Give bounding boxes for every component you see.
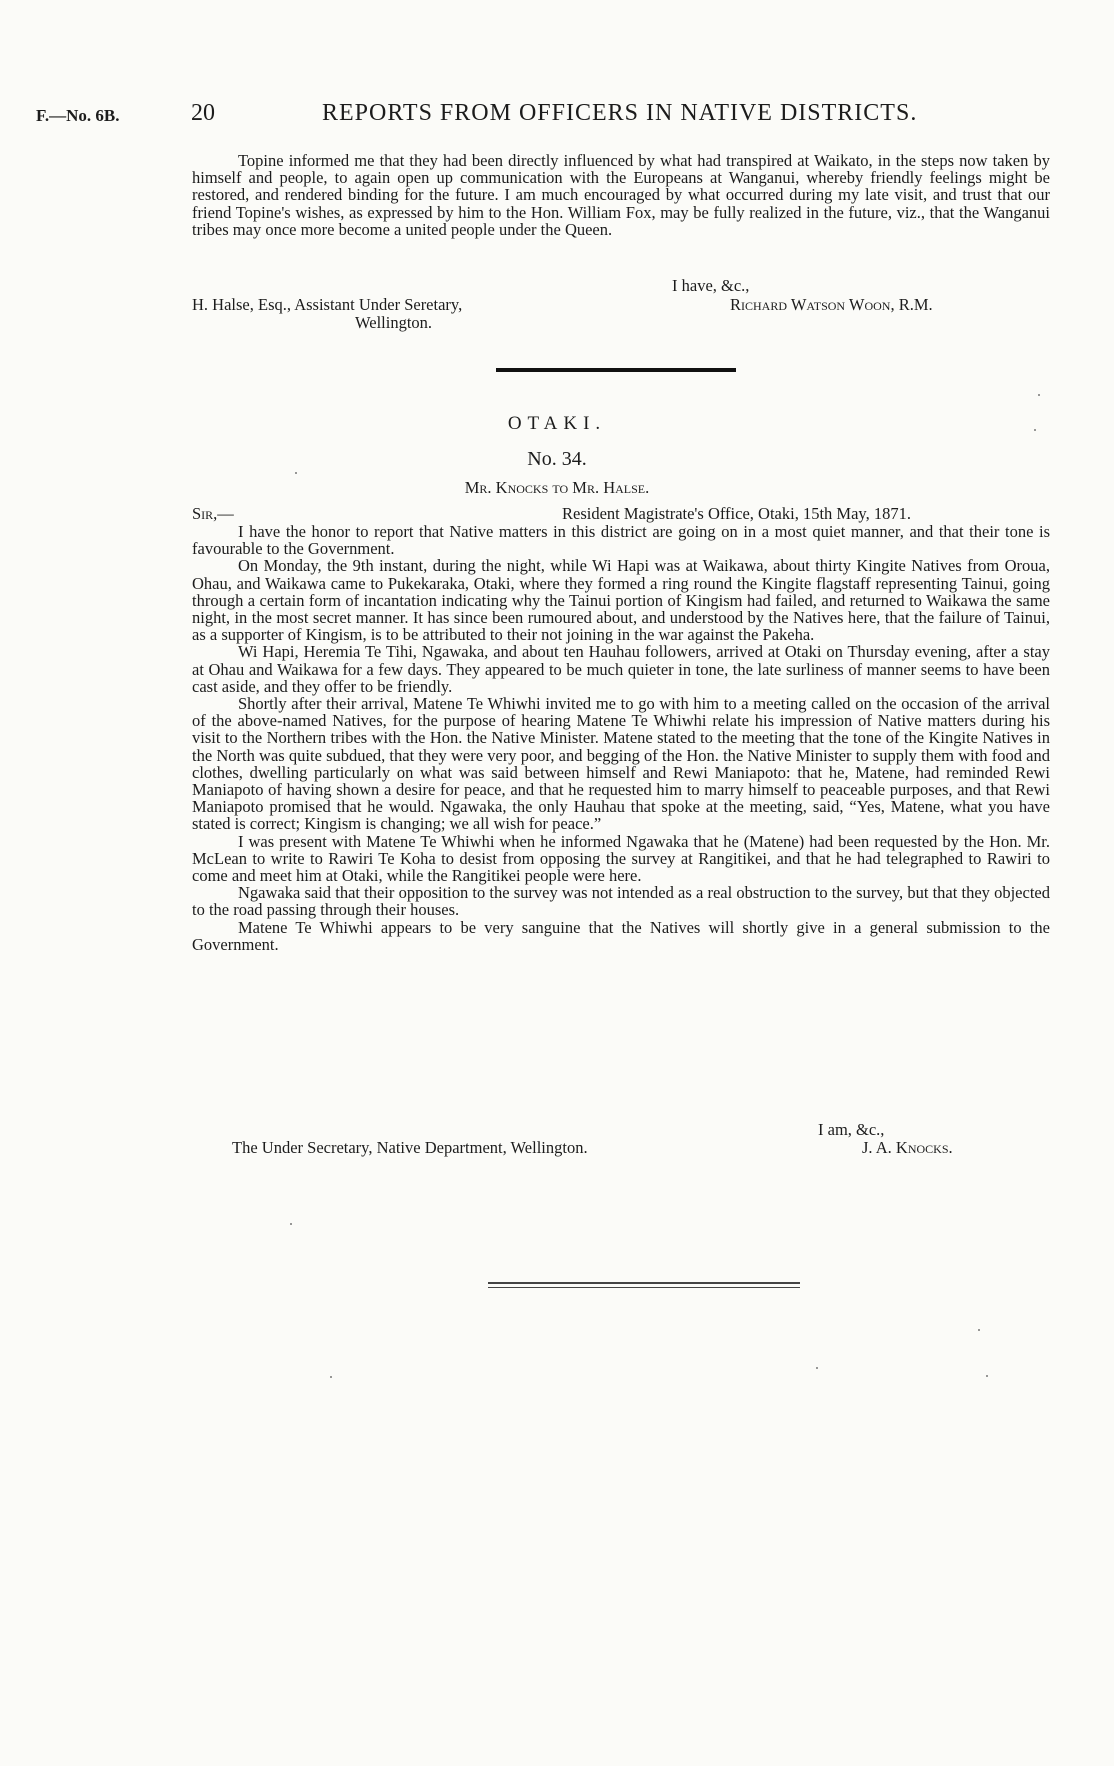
addressee: H. Halse, Esq., Assistant Under Seretary, — [192, 295, 463, 314]
previous-letter-body — [192, 152, 1050, 272]
paragraph: On Monday, the 9th instant, during the night, while Wi Hapi was at Waikawa, about thirty Kingite Natives from Oroua, Ohau, and Waikawa came to Pukekaraka, Otaki, where they formed a ring round the Kingite flagstaff representing Tainui, going through a certain form of incantation indicating why the Tainui portion of Kingism had failed, and returned to Waikawa the same night, in the most secret manner. It has since been rumoured about, and understood by the Natives here, that the failure of Tainui, as a supporter of Kingism, is to be attributed to their not joining in the war against the Pakeha. — [192, 556, 1050, 645]
running-title: REPORTS FROM OFFICERS IN NATIVE DISTRICTS. — [322, 100, 918, 126]
end-divider — [488, 1282, 800, 1284]
scan-speck — [330, 1376, 332, 1378]
scan-speck — [986, 1375, 988, 1377]
letter-body — [192, 523, 1050, 1083]
closing: I have, &c., — [672, 276, 750, 295]
dateline: Resident Magistrate's Office, Otaki, 15th May, 1871. — [562, 504, 911, 523]
addressee: The Under Secretary, Native Department, Wellington. — [232, 1138, 588, 1157]
paragraph: Ngawaka said that their opposition to the survey was not intended as a real obstruction to the survey, but that they objected to the road passing through their houses. — [192, 883, 1050, 920]
letter-number: No. 34. — [527, 448, 587, 470]
paragraph: Topine informed me that they had been directly influenced by what had transpired at Waikato, in the steps now taken by himself and people, to again open up communication with the Europeans at Wanganui, whereby friendly feelings might be restored, and rendered binding for the future. I am much encouraged by what occurred during my late visit, and trust that our friend Topine's wishes, as expressed by him to the Hon. William Fox, may be fully realized in the future, viz., that the Wanganui tribes may once more become a united people under the Queen. — [192, 151, 1050, 239]
closing: I am, &c., — [818, 1120, 885, 1139]
section-divider — [496, 368, 736, 372]
correspondents: Mr. Knocks to Mr. Halse. — [464, 478, 650, 497]
scan-speck — [816, 1367, 818, 1369]
scan-speck — [1038, 394, 1040, 396]
section-title: OTAKI. — [507, 413, 607, 434]
page-header — [36, 100, 1074, 134]
paragraph: I have the honor to report that Native matters in this district are going on in a most quiet manner, and that their tone is favourable to the Government. — [192, 522, 1050, 559]
document-reference: F.—No. 6B. — [36, 106, 120, 125]
scan-speck — [295, 472, 297, 474]
paragraph: Shortly after their arrival, Matene Te Whiwhi invited me to go with him to a meeting called on the occasion of the arrival of the above-named Natives, for the purpose of hearing Matene Te Whiwhi relate his impression of Native matters during his visit to the Northern tribes with the Hon. the Native Minister. Matene stated to the meeting that the tone of the Kingite Natives in the North was quite subdued, that they were very poor, and begging of the Hon. the Native Minister to supply them with food and clothes, dwelling particularly on what was said between himself and Rewi Maniapoto: that he, Matene, had reminded Rewi Maniapoto of having shown a desire for peace, and that he requested him to marry himself to peaceable purposes, and that Rewi Maniapoto promised that he would. Ngawaka, the only Hauhau that spoke at the meeting, said, “Yes, Matene, what you have stated is correct; Kingism is changing; we all wish for peace.” — [192, 694, 1050, 834]
page-number: 20 — [191, 100, 215, 126]
scan-speck — [290, 1223, 292, 1225]
scan-speck — [1034, 429, 1036, 431]
paragraph: I was present with Matene Te Whiwhi when he informed Ngawaka that he (Matene) had been requested by the Hon. Mr. McLean to write to Rawiri Te Koha to desist from opposing the survey at Rangitikei, and that he had telegraphed to Rawiri to come and meet him at Otaki, while the Rangitikei people were here. — [192, 831, 1050, 886]
paragraph: Matene Te Whiwhi appears to be very sanguine that the Natives will shortly give in a general submission to the Government. — [192, 917, 1050, 954]
signature: Richard Watson Woon, R.M. — [730, 295, 933, 314]
addressee-place: Wellington. — [355, 313, 433, 332]
paragraph: Wi Hapi, Heremia Te Tihi, Ngawaka, and about ten Hauhau followers, arrived at Otaki on Thursday evening, after a stay at Ohau and Waikawa for a few days. They appeared to be much quieter in tone, the late surliness of manner seems to have been cast aside, and they offer to be friendly. — [192, 642, 1050, 696]
signature: J. A. Knocks. — [862, 1138, 953, 1157]
salutation: Sir,— — [192, 504, 234, 523]
end-divider-line — [488, 1287, 800, 1288]
scan-speck — [978, 1329, 980, 1331]
